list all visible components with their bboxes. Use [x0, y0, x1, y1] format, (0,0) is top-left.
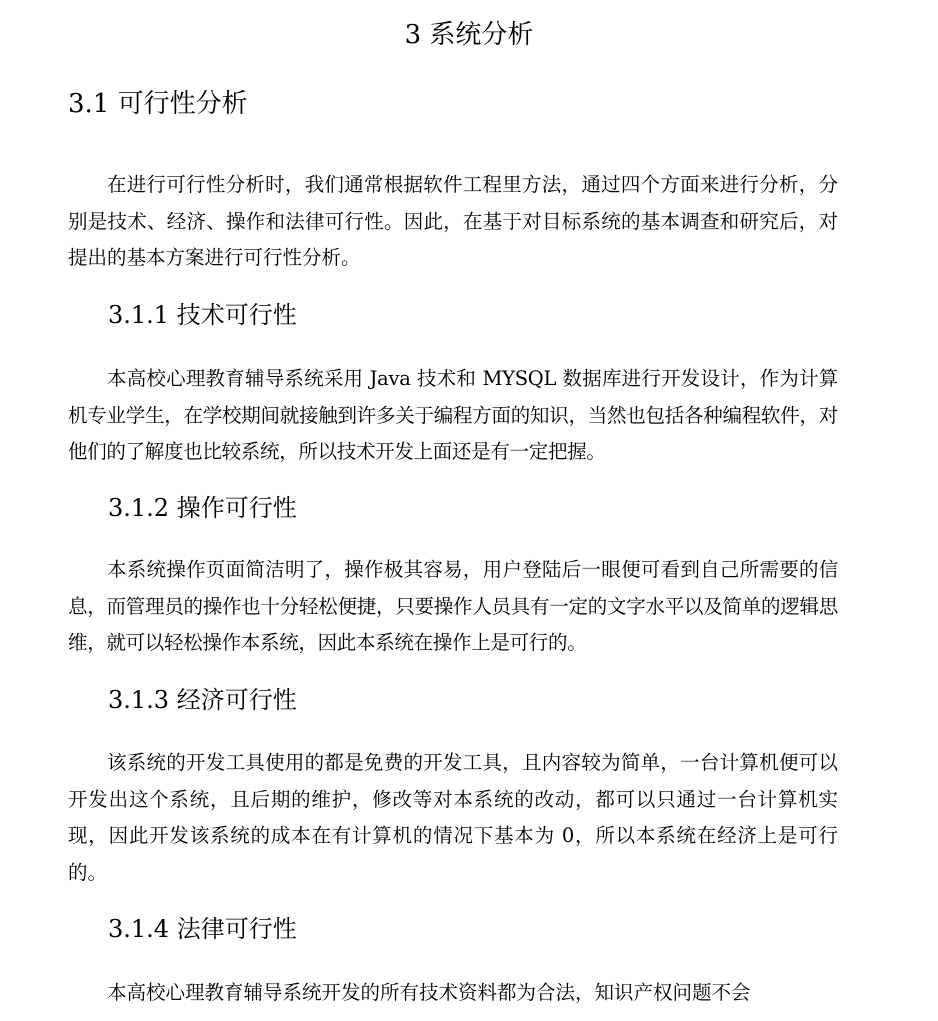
- paragraph-economic: 该系统的开发工具使用的都是免费的开发工具，且内容较为简单，一台计算机便可以开发出这个系统，且后期的维护，修改等对本系统的改动，都可以只通过一台计算机实现，因此开发该系统的成本在有计算机的情况下基本为 0，所以本系统在经济上是可行的。: [68, 751, 838, 884]
- subsection-title-economic: 3.1.3 经济可行性: [108, 686, 297, 714]
- paragraph-operational: 本系统操作页面简洁明了，操作极其容易，用户登陆后一眼便可看到自己所需要的信息，而管理员的操作也十分轻松便捷，只要操作人员具有一定的文字水平以及简单的逻辑思维，就可以轻松操作本系统，因此本系统在操作上是可行的。: [68, 558, 838, 654]
- paragraph-technical: 本高校心理教育辅导系统采用 Java 技术和 MYSQL 数据库进行开发设计，作为计算机专业学生，在学校期间就接触到许多关于编程方面的知识，当然也包括各种编程软件，对他们的了解度也比较系统，所以技术开发上面还是有一定把握。: [68, 367, 838, 463]
- subsection-title-technical: 3.1.1 技术可行性: [108, 301, 297, 329]
- section-title: 3.1 可行性分析: [68, 89, 248, 119]
- subsection-title-legal: 3.1.4 法律可行性: [108, 915, 297, 943]
- subsection-title-operational: 3.1.2 操作可行性: [108, 494, 297, 522]
- paragraph-legal: 本高校心理教育辅导系统开发的所有技术资料都为合法，知识产权问题不会: [107, 981, 751, 1004]
- chapter-title: 3 系统分析: [404, 20, 534, 50]
- section-intro-paragraph: 在进行可行性分析时，我们通常根据软件工程里方法，通过四个方面来进行分析，分别是技术、经济、操作和法律可行性。因此，在基于对目标系统的基本调查和研究后，对提出的基本方案进行可行性分析。: [68, 173, 838, 269]
